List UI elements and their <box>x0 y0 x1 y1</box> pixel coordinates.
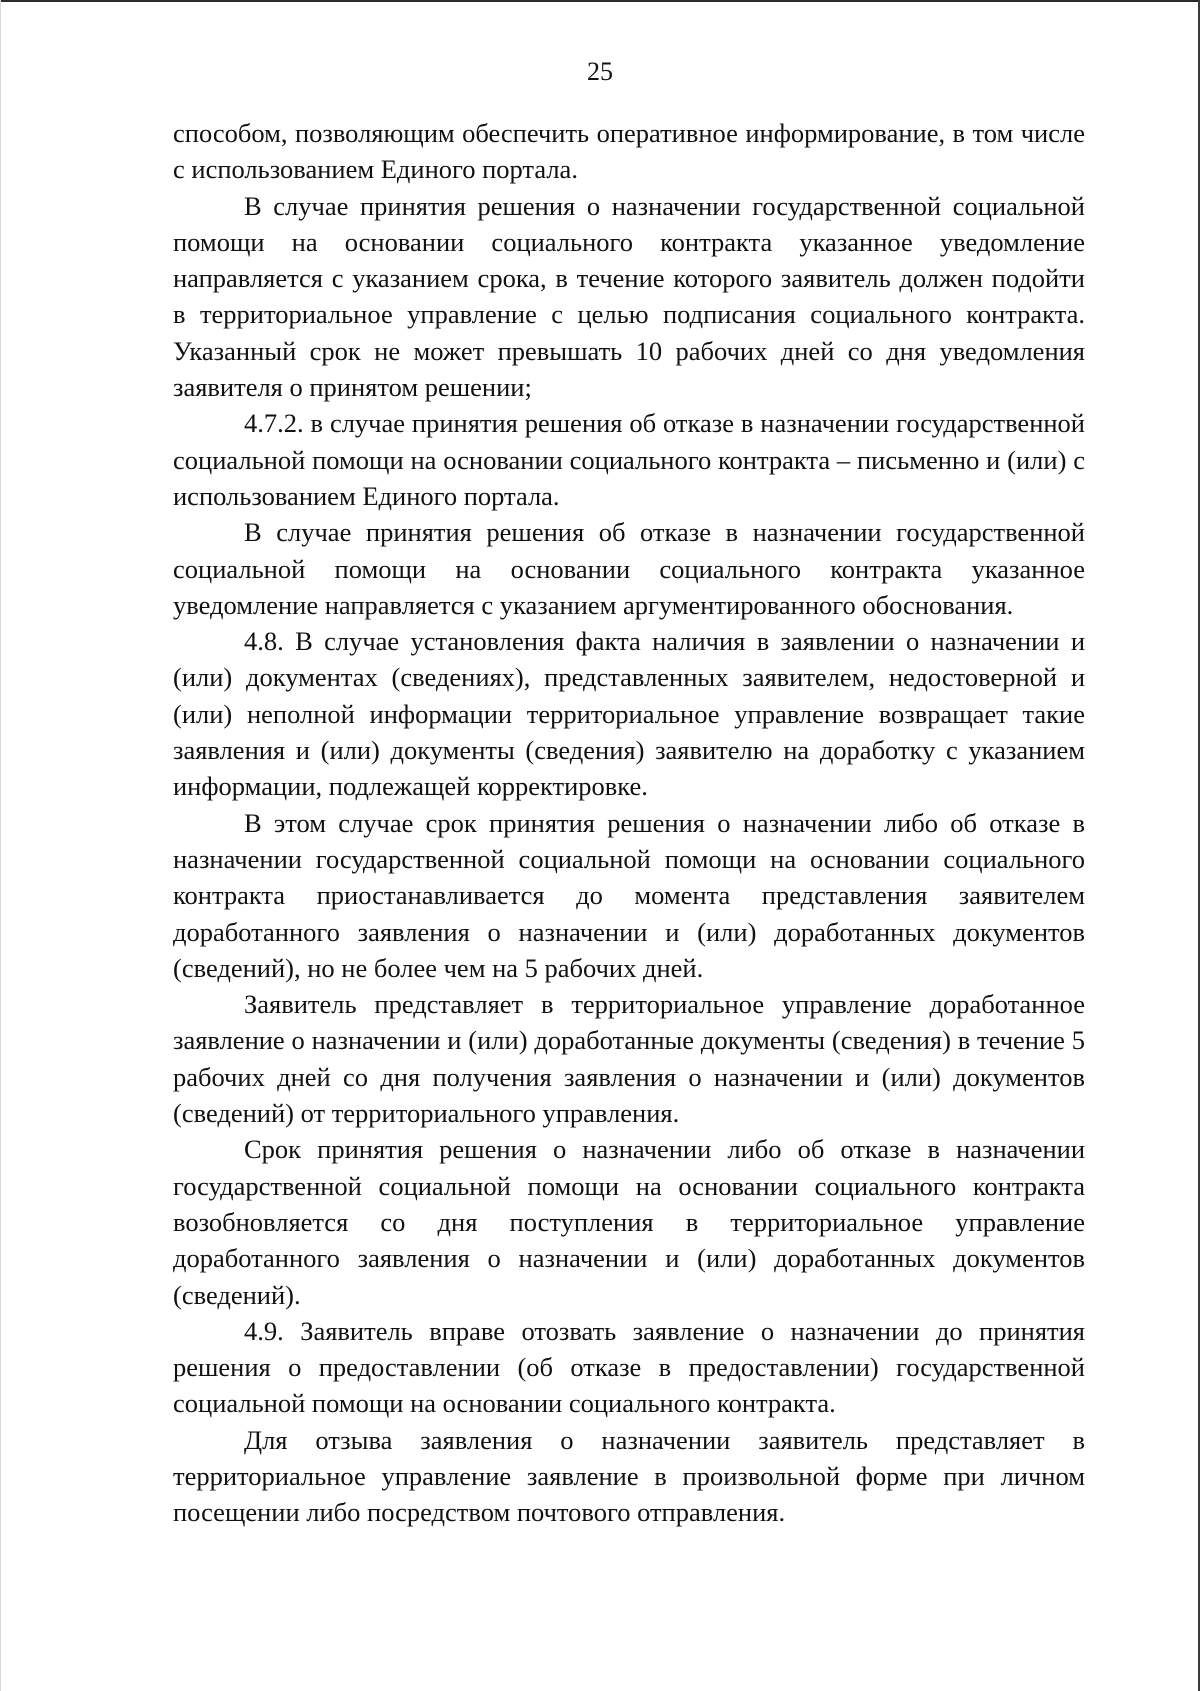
page-number: 25 <box>587 57 613 86</box>
paragraph: способом, позволяющим обеспечить оперативное информирование, в том числе с использованием Единого портала. <box>173 118 1085 185</box>
scan-border-left <box>0 0 1 1691</box>
paragraph: В случае принятия решения об отказе в назначении государственной социальной помощи на основании социального контракта указанное уведомление направляется с указанием аргументированного обоснования. <box>173 517 1085 620</box>
paragraph: В случае принятия решения о назначении государственной социальной помощи на основании социального контракта указанное уведомление направляется с указанием срока, в течение которого заявитель должен подойти в территориальное управление с целью подписания социального контракта. Указанный срок не может превышать 10 рабочих дней со дня уведомления заявителя о принятом решении; <box>173 190 1085 403</box>
paragraph: Срок принятия решения о назначении либо об отказе в назначении государственной социальной помощи на основании социального контракта возобновляется со дня поступления в территориальное управление доработанного заявления о назначении и (или) доработанных документов (сведений). <box>173 1134 1085 1310</box>
paragraph: Для отзыва заявления о назначении заявитель представляет в территориальное управление заявление в произвольной форме при личном посещении либо посредством почтового отправления. <box>173 1424 1085 1528</box>
paragraph-clause-4-7-2: 4.7.2. в случае принятия решения об отказе в назначении государственной социальной помощи на основании социального контракта – письменно и (или) с использованием Единого портала. <box>173 408 1085 511</box>
paragraph-clause-4-8: 4.8. В случае установления факта наличия в заявлении о назначении и (или) документах (сведениях), представленных заявителем, недостоверной и (или) неполной информации территориальное управление возвращает такие заявления и (или) документы (сведения) заявителю на доработку с указанием информации, подлежащей корректировке. <box>173 626 1085 802</box>
document-body <box>173 115 1085 1531</box>
paragraph: Заявитель представляет в территориальное управление доработанное заявление о назначении и (или) доработанные документы (сведения) в течение 5 рабочих дней со дня получения заявления о назначении и (или) документов (сведений) от территориального управления. <box>173 989 1085 1129</box>
paragraph: В этом случае срок принятия решения о назначении либо об отказе в назначении государственной социальной помощи на основании социального контракта приостанавливается до момента представления заявителем доработанного заявления о назначении и (или) доработанных документов (сведений), но не более чем на 5 рабочих дней. <box>173 807 1085 983</box>
scan-border-top <box>0 0 1200 2</box>
paragraph-clause-4-9: 4.9. Заявитель вправе отозвать заявление о назначении до принятия решения о предоставлении (об отказе в предоставлении) государственной социальной помощи на основании социального контракта. <box>173 1315 1085 1419</box>
